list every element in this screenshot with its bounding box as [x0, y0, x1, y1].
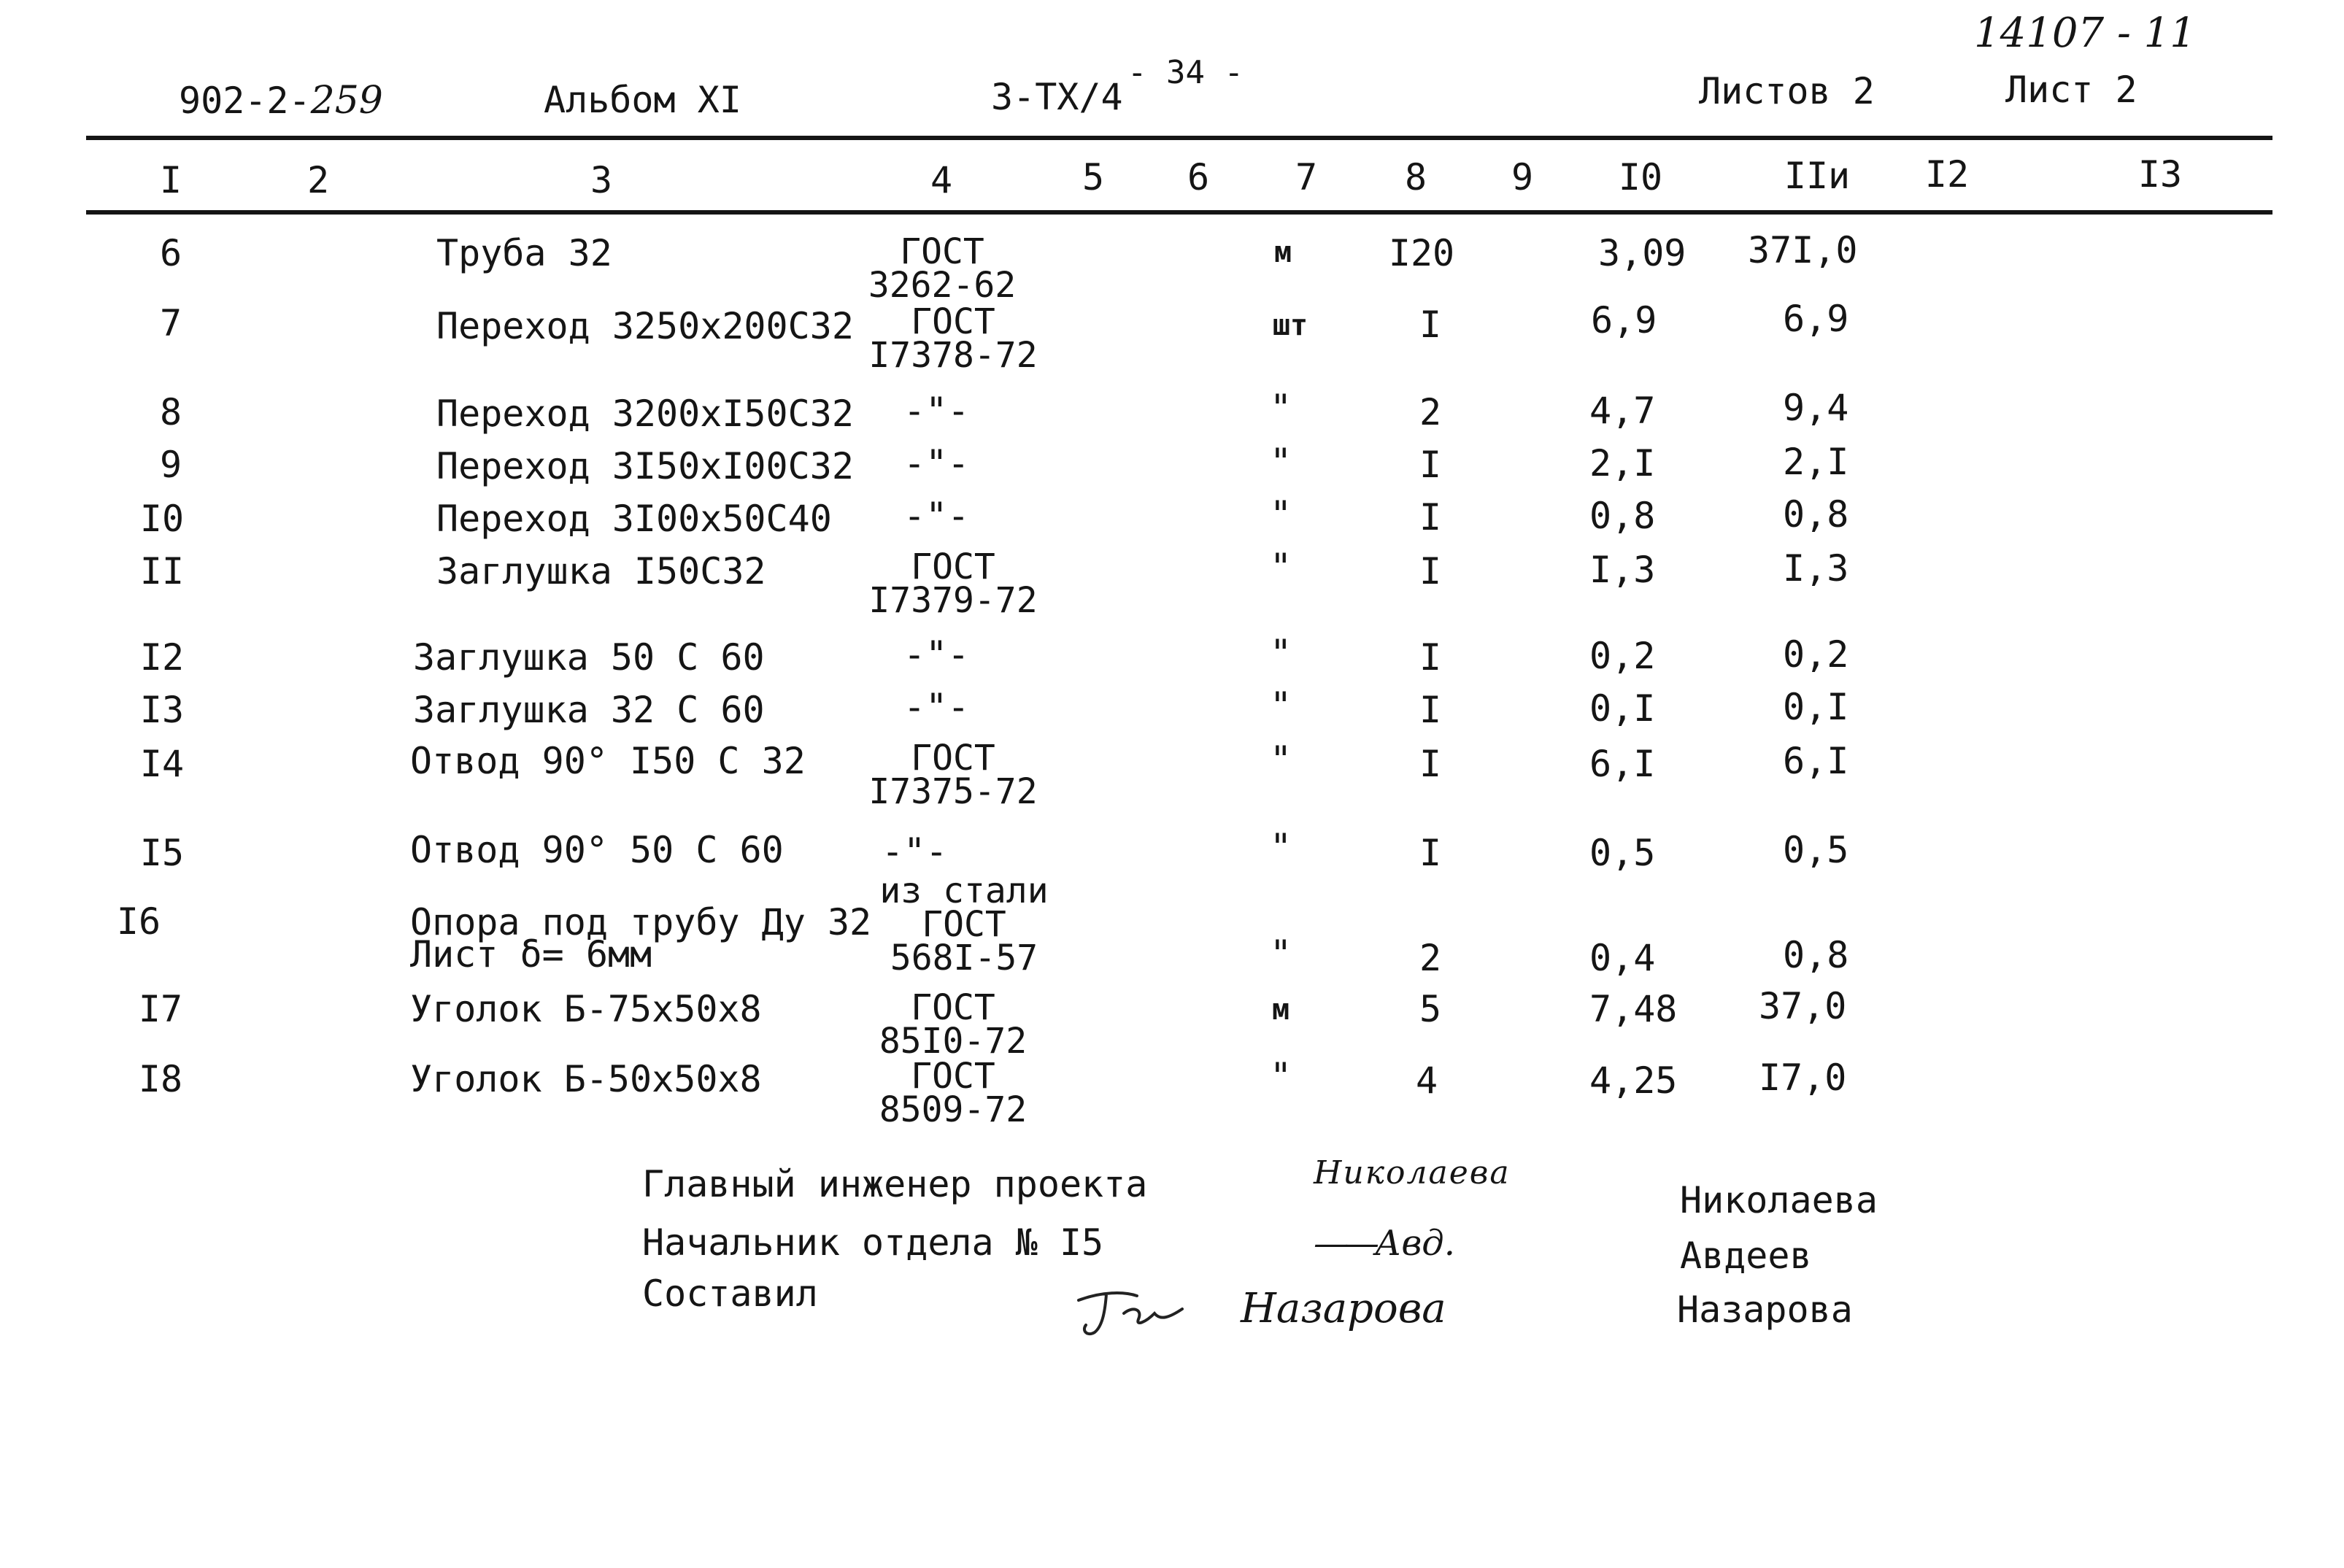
signature-role: Главный инженер проекта: [642, 1163, 1148, 1205]
standard: [865, 547, 1041, 621]
total-mass: 6,I: [1783, 740, 1849, 782]
item-name: Переход 3200хI50С32: [436, 393, 854, 435]
item-name: [410, 901, 872, 976]
quantity: 2: [1419, 937, 1442, 979]
quantity: I: [1419, 496, 1442, 538]
row-number: II: [139, 550, 185, 592]
total-mass: I7,0: [1759, 1057, 1847, 1099]
signatory-name: Николаева: [1680, 1179, 1878, 1221]
total-mass: 0,8: [1783, 493, 1849, 536]
unit-mass: 6,I: [1589, 743, 1656, 785]
row-number: I3: [139, 689, 185, 731]
standard: [865, 987, 1041, 1062]
column-header: 5: [1082, 156, 1105, 198]
quantity: 5: [1419, 988, 1442, 1030]
standard-line: ГОСТ: [911, 547, 995, 587]
standard: [865, 738, 1041, 812]
column-header: 2: [307, 159, 330, 201]
unit: ": [1269, 932, 1292, 975]
unit: ": [1269, 493, 1292, 536]
quantity: I: [1419, 689, 1442, 731]
document-code-handwritten: 259: [310, 79, 383, 123]
item-name: Отвод 90° 50 С 60: [410, 829, 784, 871]
total-mass: 6,9: [1783, 298, 1849, 340]
item-name: Переход 3I50хI00С32: [436, 445, 854, 487]
unit: шт: [1272, 309, 1308, 342]
archive-stamp: 14107 - 11: [1974, 9, 2196, 57]
standard: -"-: [903, 495, 970, 537]
unit: ": [1269, 738, 1292, 781]
column-header: I: [159, 159, 182, 201]
standard-line: 568I-57: [890, 938, 1038, 978]
unit-mass: 0,8: [1589, 495, 1656, 537]
item-name: Переход 3250х200С32: [436, 305, 854, 347]
standard: -"-: [903, 633, 970, 676]
sheet-code: 3-ТХ/4: [991, 76, 1123, 118]
unit: м: [1273, 236, 1292, 269]
unit: ": [1269, 546, 1292, 588]
item-name: Заглушка 50 С 60: [413, 636, 765, 679]
unit: ": [1269, 632, 1292, 674]
unit-mass: 3,09: [1598, 232, 1686, 274]
standard-line: ГОСТ: [911, 301, 995, 342]
initials-mark: [1073, 1284, 1190, 1343]
row-number: 6: [159, 232, 182, 274]
column-header: 4: [930, 159, 953, 201]
sheets-total: Листов 2: [1699, 70, 1875, 112]
standard: [865, 1056, 1041, 1130]
row-number: I4: [139, 743, 185, 785]
row-number: I0: [139, 498, 185, 540]
total-mass: 37,0: [1759, 985, 1847, 1027]
standard-line: ГОСТ: [911, 987, 995, 1028]
unit: ": [1269, 826, 1292, 868]
standard-line: ГОСТ: [911, 1056, 995, 1097]
row-number: I8: [138, 1058, 183, 1100]
unit-mass: 7,48: [1589, 988, 1678, 1030]
standard-line: ГОСТ: [900, 231, 984, 272]
standard-line: из стали: [879, 870, 1049, 911]
quantity: I: [1419, 636, 1442, 679]
item-name: Труба 32: [436, 232, 612, 274]
page-number: - 34 -: [1127, 54, 1244, 91]
total-mass: 0,I: [1783, 686, 1849, 728]
handwritten-signature: Николаева: [1314, 1154, 1511, 1192]
unit-mass: 0,4: [1589, 937, 1656, 979]
column-header: IIи: [1784, 155, 1851, 197]
total-mass: 0,5: [1783, 829, 1849, 871]
unit-mass: 0,I: [1589, 687, 1656, 730]
quantity: I: [1419, 743, 1442, 785]
quantity: I: [1419, 304, 1442, 346]
unit-mass: 2,I: [1589, 442, 1656, 484]
album-label: Альбом XI: [544, 79, 741, 121]
total-mass: 0,8: [1783, 934, 1849, 976]
item-name-line: Лист δ= 6мм: [410, 933, 652, 976]
total-mass: 9,4: [1783, 387, 1849, 429]
row-number: 9: [159, 444, 182, 486]
item-name: Переход 3I00х50С40: [436, 498, 832, 540]
column-header: 3: [590, 159, 613, 201]
signatory-name: Назарова: [1677, 1289, 1853, 1331]
total-mass: 2,I: [1783, 441, 1849, 483]
unit-mass: 4,7: [1589, 390, 1656, 432]
standard-line: I7375-72: [868, 771, 1038, 812]
handwritten-signature: Назарова: [1241, 1285, 1446, 1332]
document-code: [179, 79, 383, 123]
item-name-line: Опора под трубу Ду 32: [410, 901, 872, 943]
unit-mass: 6,9: [1591, 299, 1657, 341]
row-number: I5: [139, 832, 185, 874]
sheet-number: Лист 2: [2005, 69, 2137, 111]
unit-mass: 0,2: [1589, 635, 1656, 677]
standard: [865, 301, 1041, 376]
item-name: Уголок Б-75х50х8: [410, 988, 762, 1030]
standard-line: 85I0-72: [879, 1021, 1028, 1062]
total-mass: I,3: [1783, 547, 1849, 590]
unit-mass: 0,5: [1589, 832, 1656, 874]
standard: -"-: [903, 390, 970, 432]
standard: -"-: [903, 442, 970, 484]
handwritten-signature: ——Авд.: [1314, 1223, 1455, 1264]
table-top-rule: [86, 136, 2272, 140]
column-header: 9: [1511, 156, 1534, 198]
document-code-prefix: 902-2-: [179, 80, 311, 122]
quantity: I: [1419, 832, 1442, 874]
column-header: 8: [1404, 156, 1427, 198]
row-number: I7: [138, 988, 183, 1030]
unit: ": [1269, 684, 1292, 727]
total-mass: 0,2: [1783, 633, 1849, 676]
row-number: I2: [139, 636, 185, 679]
unit: ": [1269, 1055, 1292, 1097]
signatory-name: Авдеев: [1680, 1235, 1812, 1277]
signature-role: Начальник отдела № I5: [642, 1221, 1104, 1264]
item-name: Отвод 90° I50 С 32: [410, 740, 806, 782]
standard-line: 8509-72: [879, 1089, 1028, 1130]
standard-line: I7378-72: [868, 335, 1038, 376]
quantity: I20: [1388, 232, 1455, 274]
standard: [865, 870, 1063, 978]
quantity: 4: [1415, 1059, 1438, 1102]
row-number: I6: [116, 900, 161, 943]
standard: -"-: [882, 830, 948, 873]
row-number: 8: [159, 391, 182, 433]
quantity: I: [1419, 444, 1442, 486]
unit: ": [1269, 441, 1292, 483]
item-name: Заглушка I50С32: [436, 550, 766, 592]
item-name: Заглушка 32 С 60: [413, 689, 765, 731]
column-header: I2: [1924, 153, 1970, 196]
item-name: Уголок Б-50х50х8: [410, 1058, 762, 1100]
unit: м: [1271, 993, 1290, 1027]
unit-mass: I,3: [1589, 549, 1656, 591]
handwritten-signature-text: Авд.: [1375, 1223, 1455, 1264]
standard: -"-: [903, 686, 970, 728]
unit-mass: 4,25: [1589, 1059, 1678, 1102]
quantity: 2: [1419, 391, 1442, 433]
column-header: I0: [1618, 156, 1663, 198]
standard: [865, 231, 1019, 306]
column-header: I3: [2137, 153, 2183, 196]
total-mass: 37I,0: [1748, 229, 1858, 271]
standard-line: 3262-62: [868, 265, 1017, 306]
standard-line: ГОСТ: [922, 904, 1006, 945]
column-header: 7: [1295, 156, 1318, 198]
standard-line: I7379-72: [868, 580, 1038, 621]
quantity: I: [1419, 550, 1442, 592]
signature-role: Составил: [642, 1272, 818, 1315]
row-number: 7: [159, 302, 182, 344]
unit: ": [1269, 387, 1292, 429]
table-header-rule: [86, 210, 2272, 215]
standard-line: ГОСТ: [911, 738, 995, 779]
column-header: 6: [1187, 156, 1210, 198]
